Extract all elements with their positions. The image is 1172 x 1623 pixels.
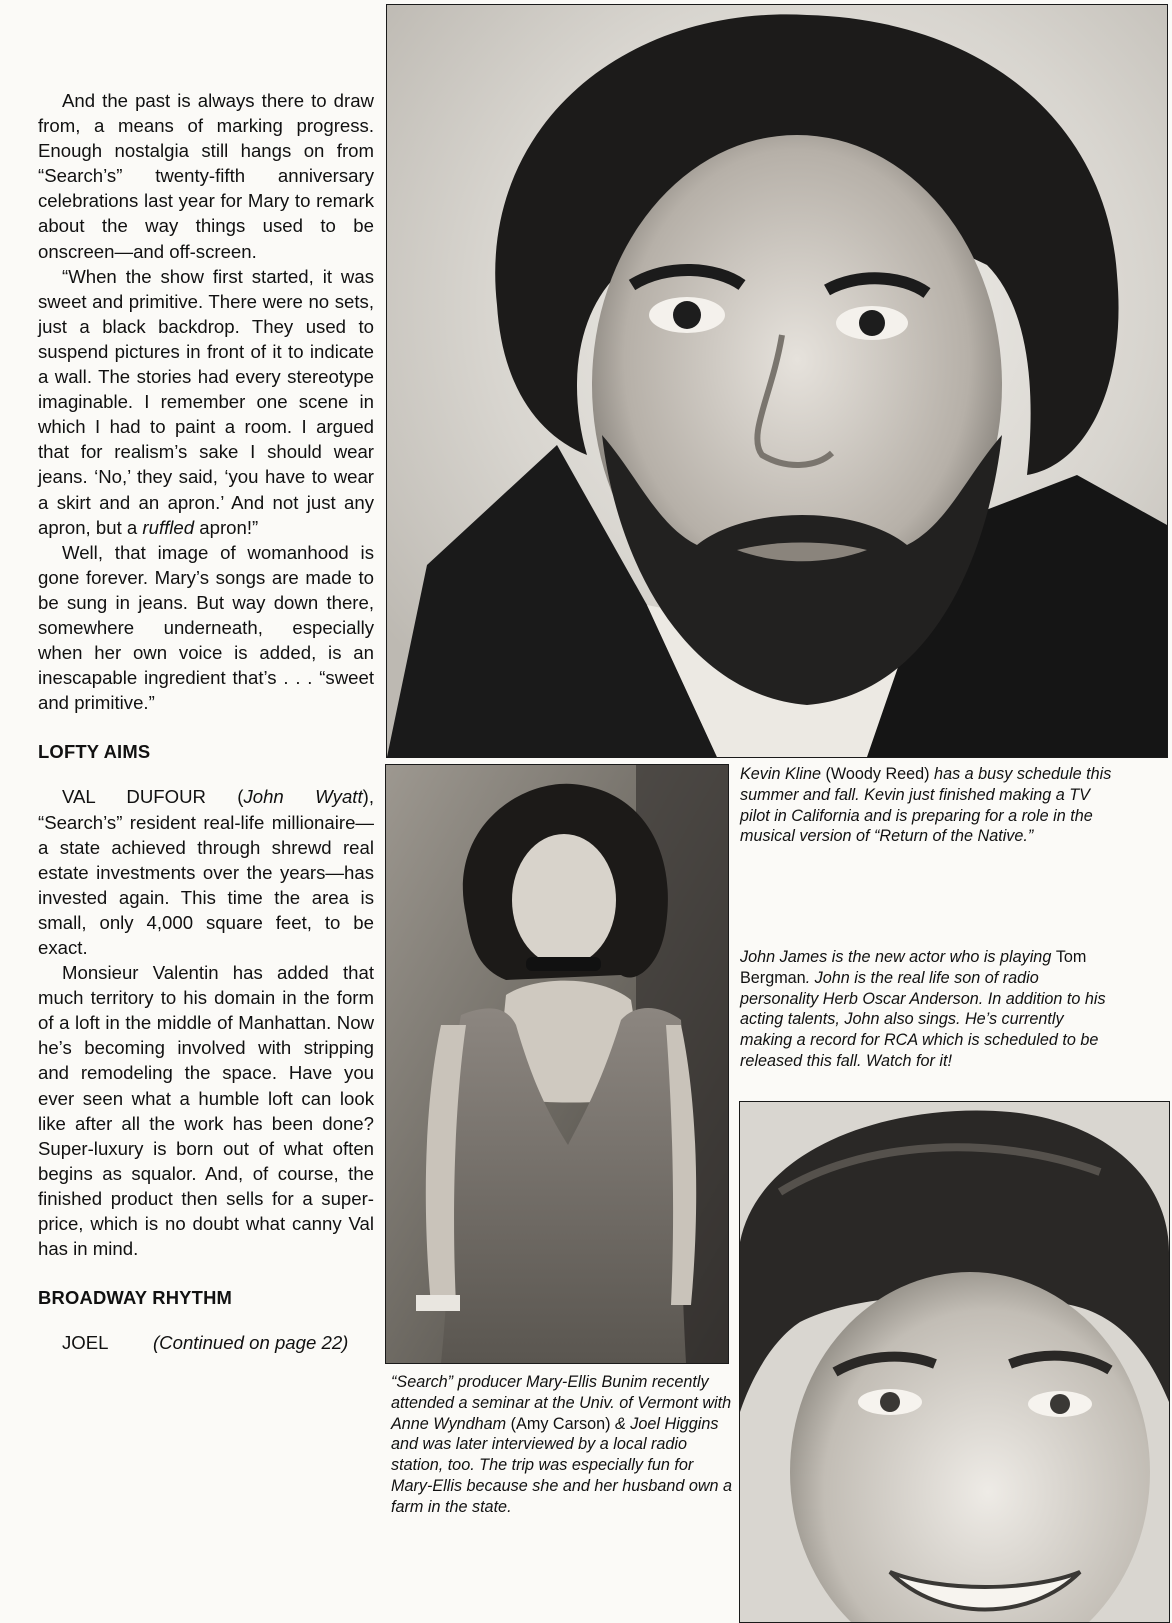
val-role: John Wyatt — [243, 786, 363, 808]
caption-role: (Woody Reed) — [821, 765, 930, 783]
article-paragraph: Well, that image of womanhood is gone forever. Mary’s songs are made to be sung in jeans. But way down there, somewhere underneath, especially when her own voice is added, is an inescapable ingredient that’s . . . “sweet and primitive.” — [38, 541, 374, 714]
caption-role: (Amy Carson) — [510, 1414, 611, 1433]
caption-role: Tom Bergman — [740, 948, 1087, 987]
caption-text: has a busy schedule this summer and fall. Kevin just finished making a TV pilot in California and is preparing for a role in the musical version of “Return of the Native.” — [740, 765, 1112, 846]
article-paragraph-quote — [38, 264, 374, 540]
section-heading-lofty-aims: LOFTY AIMS — [38, 741, 151, 763]
caption-kevin-kline — [740, 764, 1120, 847]
val-name: VAL DUFOUR ( — [62, 786, 244, 808]
article-column — [38, 88, 374, 1355]
val-text: ), “Search’s” resident real-life millionaire—a state achieved through shrewd real estate investments over the years—has invested again. This time the area is small, only 4,000 square feet, to be exact. — [38, 786, 374, 958]
quote-emphasis: ruffled — [142, 516, 195, 538]
photo-mary-ellis-bunim — [385, 764, 729, 1364]
quote-text-end: apron!” — [194, 516, 259, 538]
caption-john-james — [740, 947, 1120, 1072]
portrait-image — [387, 5, 1167, 757]
photo-john-james — [739, 1101, 1170, 1623]
article-paragraph: Monsieur Valentin has added that much territory to his domain in the form of a loft in the middle of Manhattan. Now he’s becoming involved with stripping and remodeling the space. Have you ever seen what a humble loft can look like after all the work has been done? Super-luxury is born out of what often begins as squalor. And, of course, the finished product then sells for a super-price, which is no doubt what canny Val has in mind. — [38, 962, 374, 1260]
photo-kevin-kline — [386, 4, 1168, 758]
caption-text: “Search” producer Mary-Ellis Bunim recently attended a seminar at the Univ. of Vermont with Anne Wyndham — [391, 1373, 732, 1433]
continued-line — [38, 1330, 374, 1355]
caption-text-end: & Joel Higgins and was later interviewed by a local radio station, too. The trip was especially fun for Mary-Ellis because she and her husband own a farm in the state. — [391, 1414, 733, 1516]
article-paragraph-val — [38, 784, 374, 960]
caption-text: John James is the new actor who is playing — [740, 948, 1056, 966]
portrait-image — [740, 1102, 1169, 1622]
article-paragraph: And the past is always there to draw from, a means of marking progress. Enough nostalgia still hangs on from “Search’s” twenty-fifth anniversary celebrations last year for Mary to remark about the way things used to be onscreen—and off-screen. — [38, 90, 374, 262]
continued-notice: (Continued on page 22) — [152, 1332, 349, 1354]
joel-word: JOEL — [62, 1332, 108, 1354]
caption-mary-ellis-bunim — [391, 1372, 737, 1518]
portrait-image — [386, 765, 728, 1363]
quote-text: “When the show first started, it was sweet and primitive. There were no sets, just a black backdrop. They used to suspend pictures in front of it to indicate a wall. The stories had every stereotype imaginable. I remember one scene in which I had to paint a room. I argued that for realism’s sake I should wear jeans. ‘No,’ they said, ‘you have to wear a skirt and an apron.’ And not just any apron, but a — [38, 265, 374, 538]
caption-text-end: . John is the real life son of radio personality Herb Oscar Anderson. In addition to his acting talents, John also sings. He’s currently making a record for RCA which is scheduled to be released this fall. Watch for it! — [740, 968, 1106, 1070]
section-heading-broadway-rhythm: BROADWAY RHYTHM — [38, 1287, 233, 1309]
caption-name: Kevin Kline — [740, 765, 821, 783]
